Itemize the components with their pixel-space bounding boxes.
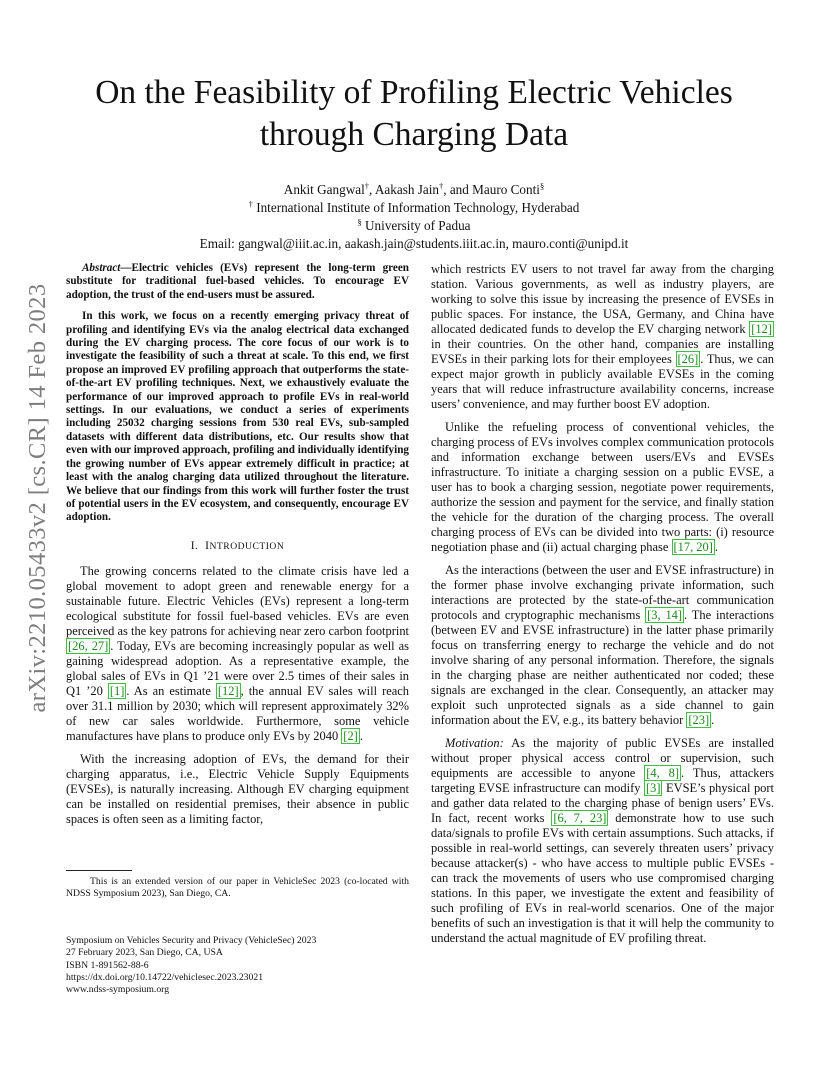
- motivation-paragraph: [431, 736, 774, 946]
- text-run: . Thus, we can expect major growth in publicly available EVSEs in the coming years that will reduce infrastructure availability concerns, increase users’ convenience, and may further boost EV adoption.: [431, 352, 774, 411]
- text-run: . The interactions (between EV and EVSE infrastructure) in the latter phase primarily focus on transferring energy to recharge the vehicle and do not involve sharing of any personal information. Therefore, the signals in the charging phase are neither authenticated nor coded; these signals are exchanged in the clear. Consequently, an attacker may exploit such unprotected signals as a side channel to gain information about the EV, e.g., its battery behavior: [431, 608, 774, 727]
- citation-link[interactable]: [3, 14]: [647, 608, 683, 622]
- citation-link[interactable]: [26, 27]: [68, 638, 109, 653]
- paper-title-line2: through Charging Data: [259, 116, 569, 153]
- author-mark: §: [539, 181, 545, 191]
- intro-paragraph-1: [66, 564, 409, 744]
- arxiv-identifier-text: arXiv:2210.05433v2 [cs.CR] 14 Feb 2023: [23, 283, 51, 713]
- venue-line: ISBN 1-891562-88-6: [66, 959, 149, 971]
- affiliation-mark: §: [357, 217, 362, 227]
- text-run: . As an estimate: [126, 683, 216, 698]
- author-name: Aakash Jain: [374, 182, 439, 197]
- abstract: [66, 262, 409, 525]
- venue-line: Symposium on Vehicles Security and Privacy (VehicleSec) 2023: [66, 935, 317, 946]
- footnote-text: This is an extended version of our paper in VehicleSec 2023 (co-located with NDSS Symposium 2023), San Diego, CA.: [66, 876, 409, 900]
- text-run: As the interactions (between the user and EVSE infrastructure) in the former phase involve exchanging private information, such interactions are protected by the state-of-the-art communication protocols and cryptographic mechanisms: [431, 563, 774, 622]
- right-column: [431, 262, 774, 954]
- left-column: [66, 262, 409, 835]
- text-run: . Thus, attackers targeting EVSE infrastructure can modify: [431, 766, 774, 795]
- affiliation-2: [60, 217, 768, 235]
- abstract-paragraph-1: [66, 262, 409, 302]
- text-run: which restricts EV users to not travel far away from the charging station. Various governments, as well as industry players, are working to solve this issue by increasing the presence of EVSEs in public spaces. For instance, the USA, Germany, and China have allocated dedicated funds to develop the EV charging network: [431, 262, 774, 336]
- text-run: As the majority of public EVSEs are installed without proper physical access control or supervision, such equipments are accessible to anyone: [431, 736, 774, 780]
- text-run: Unlike the refueling process of conventional vehicles, the charging process of EVs involves complex communication protocols and information exchange between users/EVs and EVSEs infrastructure. To initiate a charging session on a public EVSE, a user has to book a charging session, negotiate power requirements, authorize the session and payment for the service, and finally station the vehicle for the duration of the charging process. The overall charging process of EVs can be divided into two parts: (i) resource negotiation phase and (ii) actual charging phase: [431, 420, 774, 554]
- venue-doi-link[interactable]: https://dx.doi.org/10.14722/vehiclesec.2023.23021: [66, 971, 264, 983]
- text-run: The growing concerns related to the climate crisis have led a global movement to adopt green and renewable energy for a sustainable future. Electric Vehicles (EVs) represent a long-term ecological substitute for fossil fuel-based vehicles. EVs are even perceived as the key patrons for achieving near zero carbon footprint: [66, 563, 409, 638]
- text-run: .: [714, 540, 718, 554]
- author-mark: †: [364, 181, 369, 191]
- affiliation-text: International Institute of Information Technology, Hyderabad: [256, 200, 580, 215]
- intro-paragraph-2: With the increasing adoption of EVs, the demand for their charging apparatus, i.e., Electric Vehicle Supply Equipments (EVSEs), is naturally increasing. Although EV charging equipment can be installed on residential premises, their absence in public spaces is often seen as a limiting factor,: [66, 751, 409, 826]
- section-title-initial: I: [205, 539, 210, 552]
- right-paragraph-2: [431, 420, 774, 555]
- venue-info: [66, 935, 409, 996]
- citation-link[interactable]: [3]: [645, 781, 661, 795]
- arxiv-identifier: [10, 283, 65, 713]
- text-run: in their countries. On the other hand, companies are installing EVSEs in their parking lots for their employees: [431, 337, 774, 366]
- citation-link[interactable]: [6, 7, 23]: [553, 811, 607, 825]
- affiliation-text: University of Padua: [365, 218, 471, 233]
- affiliation-1: [60, 199, 768, 217]
- right-paragraph-3: [431, 563, 774, 728]
- venue-line: 27 February 2023, San Diego, CA, USA: [66, 947, 223, 959]
- citation-link[interactable]: [12]: [217, 683, 239, 698]
- affiliation-mark: †: [248, 199, 253, 209]
- citation-link[interactable]: [2]: [343, 728, 358, 743]
- citation-link[interactable]: [23]: [688, 713, 710, 727]
- citation-link[interactable]: [17, 20]: [673, 540, 713, 554]
- footnote-divider: [66, 870, 132, 871]
- motivation-label: Motivation:: [445, 736, 504, 750]
- abstract-label: Abstract: [82, 262, 121, 274]
- text-run: .: [359, 728, 363, 743]
- citation-link[interactable]: [1]: [109, 683, 125, 698]
- abstract-text: —Electric vehicles (EVs) represent the long-term green substitute for traditional fuel-based vehicles. To encourage EV adoption, the trust of the end-users must be assured.: [66, 262, 409, 301]
- text-run: demonstrate how to use such data/signals to profile EVs with certain assumptions. Such attacks, if possible in real-world settings, can severely threaten users’ privacy because attacker(s) - who have access to multiple public EVSEs - can track the movements of users who use compromised charging stations. In this paper, we investigate the extent and feasibility of such profiling of EVs in real-world scenarios. One of the major benefits of such an investigation is that it will help the community to understand the actual magnitude of EV profiling threat.: [431, 811, 774, 945]
- author-emails: Email: gangwal@iiit.ac.in, aakash.jain@students.iiit.ac.in, mauro.conti@unipd.it: [199, 236, 629, 251]
- paper-title-line1: On the Feasibility of Profiling Electric Vehicles: [95, 74, 733, 111]
- citation-link[interactable]: [26]: [677, 352, 699, 366]
- text-run: . Today, EVs are becoming increasingly popular as well as gaining widespread adoption. As a representative example, the global sales of EVs in Q1 ’21 were over 2.5 times of their sales in Q1 ’20: [66, 638, 409, 698]
- abstract-paragraph-2: In this work, we focus on a recently emerging privacy threat of profiling and identifying EVs via the analog electrical data exchanged during the EV charging process. The core focus of our work is to investigate the feasibility of such a threat at scale. To this end, we first propose an improved EV profiling approach that outperforms the state-of-the-art EV profiling techniques. Next, we exhaustively evaluate the performance of our improved approach to profile EVs in real-world settings. In our evaluations, we conduct a series of experiments including 25032 charging sessions from 530 real EVs, sub-sampled datasets with different data distributions, etc. Our results show that even with our improved approach, profiling and individually identifying the growing number of EVs appear extremely difficult in practice; at least with the analog charging data utilized throughout the literature. We believe that our findings from this work will further foster the trust of potential users in the EV ecosystem, and consequently, encourage EV adoption.: [66, 310, 409, 524]
- section-heading-introduction: [66, 539, 409, 554]
- author-name: Mauro Conti: [472, 182, 540, 197]
- text-run: EVSE’s physical port and gather data related to the charging phase of benign users’ EVs. In fact, recent works: [431, 781, 774, 825]
- text-run: .: [711, 713, 715, 727]
- paper-title: [60, 72, 768, 156]
- citation-link[interactable]: [4, 8]: [646, 766, 680, 780]
- footnote: [66, 876, 409, 901]
- venue-website-link[interactable]: www.ndss-symposium.org: [66, 984, 170, 996]
- author-names: Ankit Gangwal†, Aakash Jain†, and Mauro Conti§: [283, 181, 545, 197]
- section-number: I.: [190, 539, 199, 552]
- section-title-rest: NTRODUCTION: [209, 540, 285, 552]
- right-paragraph-1: [431, 262, 774, 412]
- author-mark: †: [438, 181, 444, 191]
- text-run: , the annual EV sales will reach over 31.1 million by 2030; which will represent approximately 32% of new car sales worldwide. Furthermore, some vehicle manufactures have plans to produce only EVs by 2040: [66, 683, 409, 743]
- author-block: [60, 181, 768, 253]
- author-name: Ankit Gangwal: [283, 182, 365, 197]
- citation-link[interactable]: [12]: [751, 322, 772, 336]
